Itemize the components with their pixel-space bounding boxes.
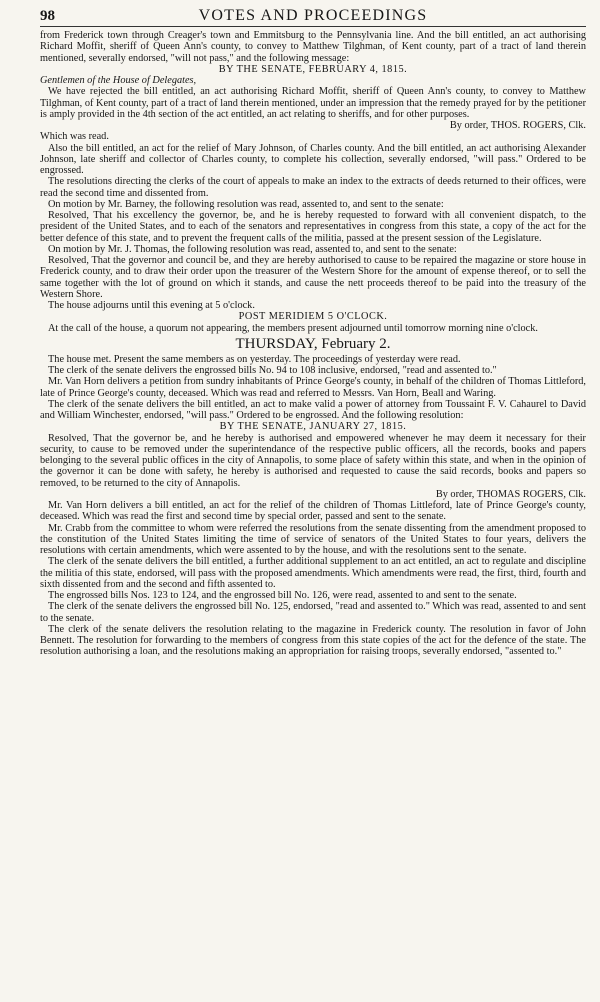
paragraph: Resolved, That his excellency the governor, be, and he is hereby requested to forward with all convenient dispatch, to the president of the United States, and to each of the senators and representatives in congress from this state, a copy of the act for the better defence of this state, and to prevent the frequent calls of the militia, passed at the present session of the Legislature. (40, 210, 586, 244)
paragraph: The clerk of the senate delivers the bill entitled, a further additional supplement to an act entitled, an act to regulate and discipline the militia of this state, endorsed, will pass with the proposed amendments. Which amendments were read, the first, third, fourth and sixth dissented from and the second and fifth assented to. (40, 556, 586, 590)
paragraph: from Frederick town through Creager's town and Emmitsburg to the Pennsylvania line. And the bill entitled, an act authorising Richard Moffit, sheriff of Queen Ann's county, to convey to Matthew Tilghman, of Kent county, part of a tract of land therein mentioned, severally endorsed, "will not pass," and the following message: (40, 30, 586, 64)
paragraph: Which was read. (40, 131, 109, 143)
paragraph: The clerk of the senate delivers the engrossed bills No. 94 to 108 inclusive, endorsed, "read and assented to." (48, 365, 497, 376)
paragraph: Gentlemen of the House of Delegates, (40, 75, 197, 86)
paragraph: Mr. Crabb from the committee to whom were referred the resolutions from the senate dissenting from the amendment proposed to the constitution of the United States limiting the time of service of senators of the United States to four years, delivers the resolutions with certain amendments, which were assented to by the house, and with the resolutions sent to the senate. (40, 522, 586, 556)
document-body (40, 30, 586, 658)
paragraph: At the call of the house, a quorum not appearing, the members present adjourned until tomorrow morning nine o'clock. (48, 322, 538, 334)
paragraph: By order, THOS. ROGERS, Clk. (449, 120, 586, 131)
paragraph: THURSDAY, February 2. (235, 335, 391, 352)
paragraph: The house adjourns until this evening at 5 o'clock. (48, 300, 255, 311)
paragraph: Mr. Van Horn delivers a bill entitled, an act for the relief of the children of Thomas Littleford, late of Prince George's county, deceased. Which was read the first and second time by special order, passed and sent to the senate. (40, 500, 586, 523)
paragraph: POST MERIDIEM 5 O'CLOCK. (238, 311, 388, 323)
paragraph: BY THE SENATE, JANUARY 27, 1815. (219, 421, 407, 433)
paragraph: The clerk of the senate delivers the engrossed bill No. 125, endorsed, "read and assented to." Which was read, assented to and sent to the senate. (40, 601, 586, 624)
page-header (40, 6, 586, 27)
paragraph: On motion by Mr. J. Thomas, the following resolution was read, assented to, and sent to the senate: (48, 243, 457, 255)
page-number: 98 (40, 8, 55, 24)
paragraph: We have rejected the bill entitled, an act authorising Richard Moffit, sheriff of Queen Ann's county, to convey to Matthew Tilghman, of Kent county, part of a tract of land therein mentioned, under an impression that the remedy prayed for by the petitioner is amply provided in the 4th section of the act entitled, an act relating to sheriffs, and for other purposes. (40, 86, 586, 120)
paragraph: On motion by Mr. Barney, the following resolution was read, assented to, and sent to the senate: (48, 198, 444, 210)
paragraph: Mr. Van Horn delivers a petition from sundry inhabitants of Prince George's county, in behalf of the children of Thomas Littleford, late of Prince George's county, deceased. Which was read and referred to Messrs. Van Horn, Beall and Waring. (40, 376, 586, 399)
paragraph: The resolutions directing the clerks of the court of appeals to make an index to the extracts of deeds returned to their offices, were read the second time and dissented from. (40, 176, 586, 199)
paragraph: The engrossed bills Nos. 123 to 124, and the engrossed bill No. 126, were read, assented to and sent to the senate. (48, 590, 517, 601)
paragraph: The clerk of the senate delivers the bill entitled, an act to make valid a power of attorney from Toussaint F. V. Cahaurel to David and William Winchester, endorsed, "will pass." Ordered to be engrossed. And the following resolution: (40, 398, 586, 421)
paragraph: The house met. Present the same members as on yesterday. The proceedings of yesterday were read. (48, 353, 461, 365)
paragraph: Also the bill entitled, an act for the relief of Mary Johnson, of Charles county. And the bill entitled, an act authorising Alexander Johnson, late sheriff and collector of Charles county, to complete his collection, severally endorsed, "will pass." Ordered to be engrossed. (40, 142, 586, 176)
paragraph: By order, THOMAS ROGERS, Clk. (435, 488, 586, 500)
paragraph: Resolved, That the governor and council be, and they are hereby authorised to cause to be repaired the magazine or store house in Frederick county, and to draw their order upon the treasurer of the Western Shore for the amount of expense thereof, or to sell the same together with the lot of ground on which it stands, and cause the nett proceeds thereof to be paid into the treasury of the Western Shore. (40, 255, 586, 300)
paragraph: BY THE SENATE, FEBRUARY 4, 1815. (218, 63, 408, 75)
running-head: VOTES AND PROCEEDINGS (198, 7, 428, 24)
paragraph: The clerk of the senate delivers the resolution relating to the magazine in Frederick county. The resolution in favor of John Bennett. The resolution for forwarding to the members of congress from this state copies of the act for the defence of the state. The resolution authorising a loan, and the resolutions making an appropriation for raising troops, severally endorsed, "assented to." (40, 623, 586, 658)
paragraph: Resolved, That the governor be, and he hereby is authorised and empowered whenever he may deem it necessary for their security, to cause to be removed under the superintendance of the respective public officers, all the records, books and papers belonging to the several public offices in the city of Annapolis, to some place of safety within this state, and when in the opinion of the governor it can be done with safety, he hereby is authorised and requested to cause the said records, books and papers so removed, to be returned to the city of Annapolis. (40, 432, 586, 489)
